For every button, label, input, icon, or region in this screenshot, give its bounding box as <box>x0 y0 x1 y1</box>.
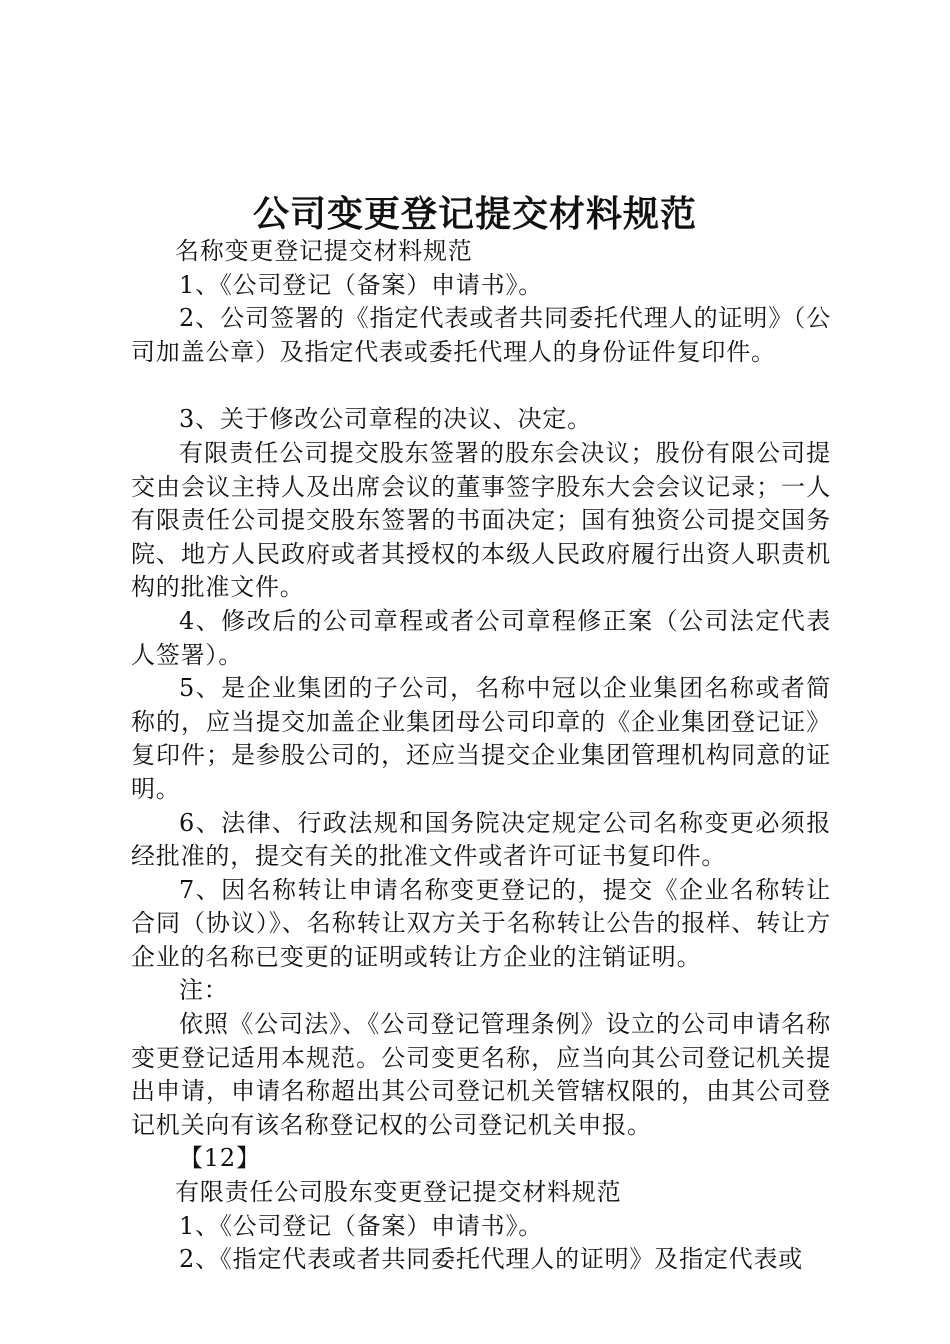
paragraph: 2、《指定代表或者共同委托代理人的证明》及指定代表或 <box>179 1245 804 1274</box>
blank-line <box>131 369 831 403</box>
paragraph: 1、《公司登记（备案）申请书》。 <box>179 270 544 299</box>
paragraph: 5、是企业集团的子公司，名称中冠以企业集团名称或者简称的，应当提交加盖企业集团母公司印章的《企业集团登记证》复印件；是参股公司的，还应当提交企业集团管理机构同意的证明。 <box>131 674 831 803</box>
section-number: 【12】 <box>179 1144 261 1173</box>
paragraph: 有限责任公司提交股东签署的股东会决议；股份有限公司提交由会议主持人及出席会议的董事签字股东大会会议记录；一人有限责任公司提交股东签署的书面决定；国有独资公司提交国务院、地方人民政府或者其授权的本级人民政府履行出资人职责机构的批准文件。 <box>131 438 831 602</box>
paragraph: 7、因名称转让申请名称变更登记的，提交《企业名称转让合同（协议）》、名称转让双方关于名称转让公告的报样、转让方企业的名称已变更的证明或转让方企业的注销证明。 <box>131 875 831 971</box>
section-heading: 有限责任公司股东变更登记提交材料规范 <box>175 1178 622 1207</box>
note-label: 注： <box>179 976 229 1005</box>
paragraph: 4、修改后的公司章程或者公司章程修正案（公司法定代表人签署）。 <box>131 606 831 669</box>
section-heading: 名称变更登记提交材料规范 <box>175 237 473 265</box>
document-body <box>131 235 831 1277</box>
paragraph: 2、公司签署的《指定代表或者共同委托代理人的证明》（公司加盖公章）及指定代表或委托代理人的身份证件复印件。 <box>131 304 831 366</box>
paragraph: 依照《公司法》、《公司登记管理条例》设立的公司申请名称变更登记适用本规范。公司变更名称，应当向其公司登记机关提出申请，申请名称超出其公司登记机关管辖权限的，由其公司登记机关向有该名称登记权的公司登记机关申报。 <box>131 1010 831 1139</box>
document-title: 公司变更登记提交材料规范 <box>252 193 697 235</box>
paragraph: 1、《公司登记（备案）申请书》。 <box>179 1211 544 1240</box>
paragraph: 3、关于修改公司章程的决议、决定。 <box>179 405 592 434</box>
paragraph: 6、法律、行政法规和国务院决定规定公司名称变更必须报经批准的，提交有关的批准文件或者许可证书复印件。 <box>131 808 831 871</box>
